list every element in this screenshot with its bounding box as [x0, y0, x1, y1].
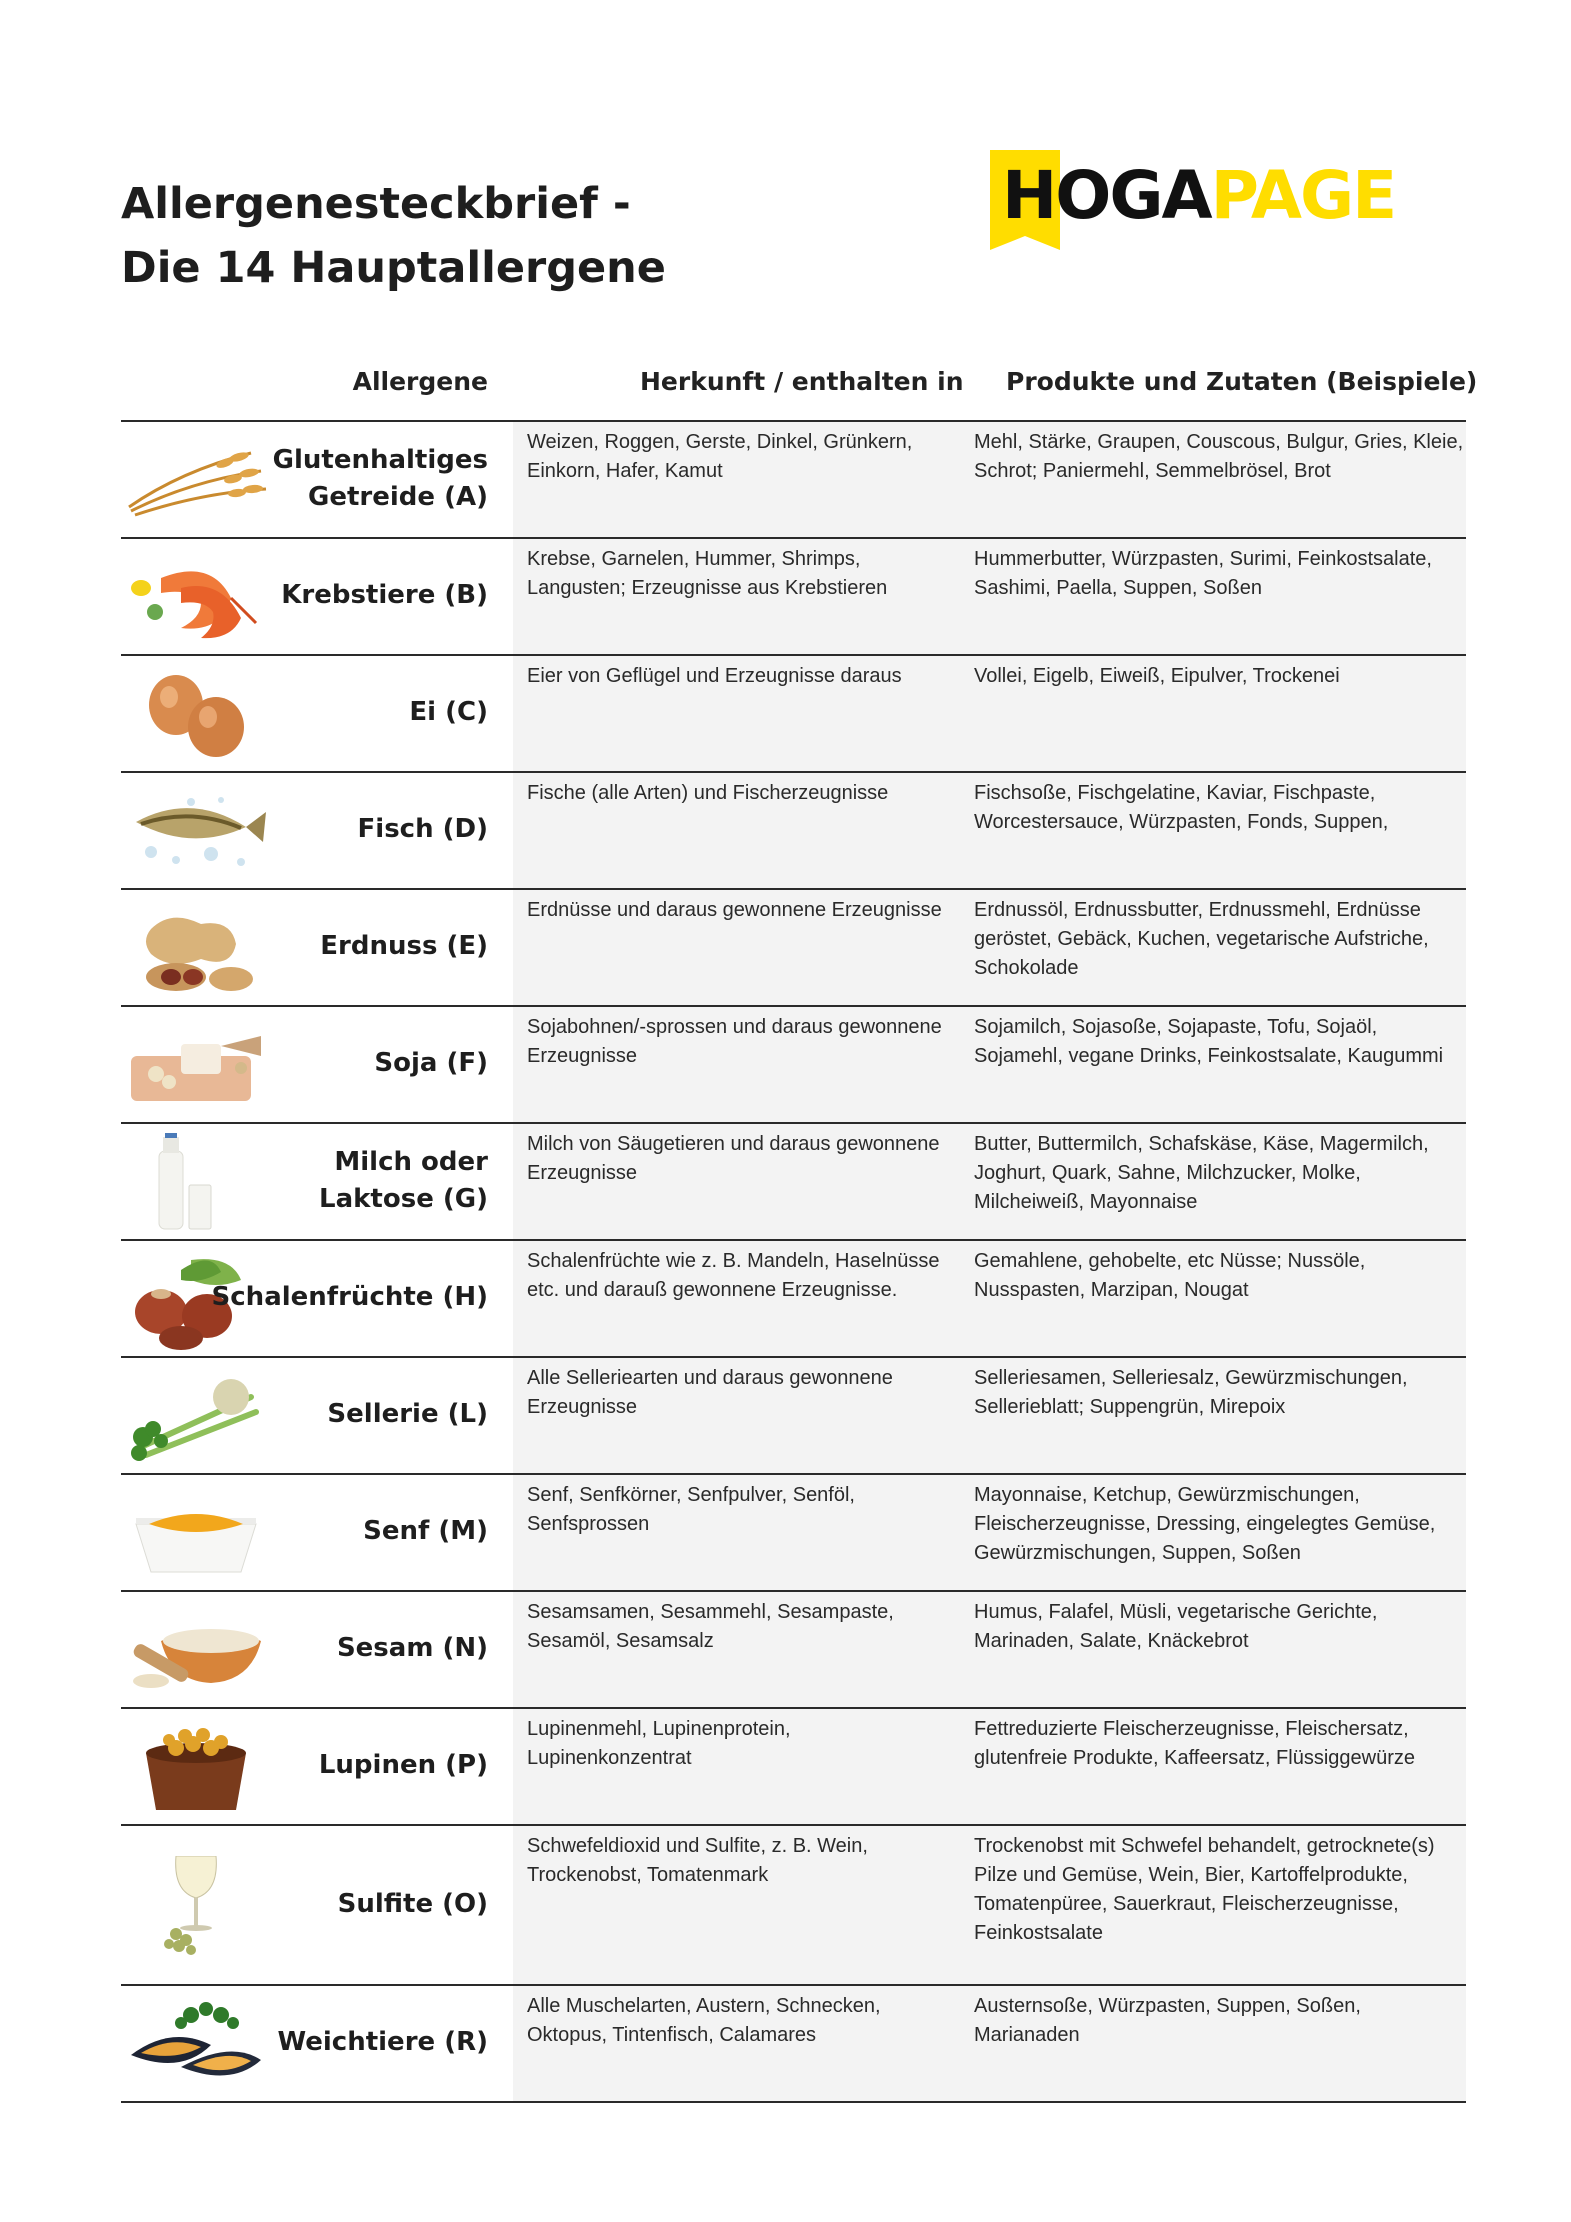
origin-cell: Fische (alle Arten) und Fischerzeugnisse	[527, 782, 889, 804]
allergen-name-line: Fisch (D)	[357, 814, 488, 844]
logo-wordmark	[1002, 156, 1395, 236]
allergen-name	[121, 771, 488, 888]
table-row	[121, 888, 1466, 1005]
products-cell: Mehl, Stärke, Graupen, Couscous, Bulgur, Gries, Kleie, Schrot; Paniermehl, Semmelbrösel, Brot	[974, 431, 1464, 482]
allergen-name-line: Sesam (N)	[336, 1633, 488, 1663]
allergen-name-line: Weichtiere (R)	[277, 2027, 488, 2057]
allergen-table	[121, 420, 1466, 2103]
logo-text-hoga: HOGA	[1002, 157, 1211, 234]
allergen-name	[121, 1590, 488, 1707]
origin-cell: Eier von Geflügel und Erzeugnisse daraus	[527, 665, 902, 687]
table-row	[121, 1356, 1466, 1473]
origin-cell: Milch von Säugetieren und daraus gewonnene Erzeugnisse	[527, 1133, 940, 1184]
products-cell: Fettreduzierte Fleischerzeugnisse, Fleischersatz, glutenfreie Produkte, Kaffeersatz, Flüssiggewürze	[974, 1718, 1415, 1769]
products-cell: Hummerbutter, Würzpasten, Surimi, Feinkostsalate, Sashimi, Paella, Suppen, Soßen	[974, 548, 1432, 599]
hogapage-logo	[990, 150, 1396, 250]
allergen-name-line: Soja (F)	[374, 1048, 488, 1078]
page-title-line-1: Allergenesteckbrief -	[121, 179, 631, 229]
table-row	[121, 1984, 1466, 2101]
allergen-name-line: Ei (C)	[409, 697, 488, 727]
origin-cell: Alle Selleriearten und daraus gewonnene Erzeugnisse	[527, 1367, 893, 1418]
logo-text-page: PAGE	[1210, 157, 1396, 234]
products-cell: Austernsoße, Würzpasten, Suppen, Soßen, Marianaden	[974, 1995, 1361, 2046]
table-row	[121, 537, 1466, 654]
products-cell: Erdnussöl, Erdnussbutter, Erdnussmehl, Erdnüsse geröstet, Gebäck, Kuchen, vegetarische Aufstriche, Schokolade	[974, 899, 1429, 979]
allergen-name	[121, 1239, 488, 1356]
column-header-origin: Herkunft / enthalten in	[640, 367, 964, 396]
origin-cell: Schalenfrüchte wie z. B. Mandeln, Haselnüsse etc. und darauß gewonnene Erzeugnisse.	[527, 1250, 940, 1301]
origin-cell: Sesamsamen, Sesammehl, Sesampaste, Sesamöl, Sesamsalz	[527, 1601, 894, 1652]
allergen-name-line: Sellerie (L)	[327, 1399, 488, 1429]
products-cell: Fischsoße, Fischgelatine, Kaviar, Fischpaste, Worcestersauce, Würzpasten, Fonds, Suppen,	[974, 782, 1389, 833]
allergen-name-line: Senf (M)	[363, 1516, 488, 1546]
allergen-name-line: Schalenfrüchte (H)	[211, 1282, 488, 1312]
table-row	[121, 1005, 1466, 1122]
table-row	[121, 1239, 1466, 1356]
table-row	[121, 1824, 1466, 1984]
allergen-name	[121, 1356, 488, 1473]
allergen-name-line: Sulfite (O)	[337, 1888, 488, 1919]
origin-cell: Sojabohnen/-sprossen und daraus gewonnene Erzeugnisse	[527, 1016, 942, 1067]
allergen-name	[121, 1473, 488, 1590]
table-row	[121, 1707, 1466, 1824]
origin-cell: Krebse, Garnelen, Hummer, Shrimps, Langusten; Erzeugnisse aus Krebstieren	[527, 548, 888, 599]
products-cell: Humus, Falafel, Müsli, vegetarische Gerichte, Marinaden, Salate, Knäckebrot	[974, 1601, 1378, 1652]
allergen-name	[121, 1984, 488, 2101]
origin-cell: Alle Muschelarten, Austern, Schnecken, Oktopus, Tintenfisch, Calamares	[527, 1995, 881, 2046]
products-cell: Gemahlene, gehobelte, etc Nüsse; Nussöle, Nusspasten, Marzipan, Nougat	[974, 1250, 1366, 1301]
allergen-name-line: Erdnuss (E)	[320, 931, 488, 961]
table-row	[121, 1590, 1466, 1707]
table-row	[121, 1122, 1466, 1239]
allergen-name	[121, 1122, 488, 1239]
origin-cell: Weizen, Roggen, Gerste, Dinkel, Grünkern, Einkorn, Hafer, Kamut	[527, 431, 913, 482]
allergen-name-line: Getreide (A)	[308, 481, 488, 512]
table-row	[121, 771, 1466, 888]
products-cell: Sojamilch, Sojasoße, Sojapaste, Tofu, Sojaöl, Sojamehl, vegane Drinks, Feinkostsalate, Kaugummi	[974, 1016, 1444, 1067]
products-cell: Trockenobst mit Schwefel behandelt, getrocknete(s) Pilze und Gemüse, Wein, Bier, Kartoffelprodukte, Tomatenpüree, Sauerkraut, Fleischerzeugnisse, Feinkostsalate	[974, 1835, 1435, 1944]
allergen-name-line: Lupinen (P)	[318, 1750, 488, 1780]
allergen-name-line: Glutenhaltiges	[272, 444, 488, 475]
table-row	[121, 1473, 1466, 1590]
products-cell: Butter, Buttermilch, Schafskäse, Käse, Magermilch, Joghurt, Quark, Sahne, Milchzucker, Molke, Milcheiweiß, Mayonnaise	[974, 1133, 1429, 1213]
allergen-name	[121, 1005, 488, 1122]
origin-cell: Erdnüsse und daraus gewonnene Erzeugnisse	[527, 899, 942, 921]
products-cell: Mayonnaise, Ketchup, Gewürzmischungen, Fleischerzeugnisse, Dressing, eingelegtes Gemüse, Gewürzmischungen, Suppen, Soßen	[974, 1484, 1436, 1564]
allergen-name	[121, 537, 488, 654]
origin-cell: Senf, Senfkörner, Senfpulver, Senföl, Senfsprossen	[527, 1484, 855, 1535]
allergen-name	[121, 888, 488, 1005]
origin-cell: Schwefeldioxid und Sulfite, z. B. Wein, Trockenobst, Tomatenmark	[527, 1835, 868, 1886]
allergen-name-line: Laktose (G)	[319, 1183, 488, 1214]
column-header-allergen: Allergene	[352, 367, 488, 396]
page-title-line-2: Die 14 Hauptallergene	[121, 243, 666, 293]
allergen-name	[121, 420, 488, 537]
table-row	[121, 654, 1466, 771]
page-title	[121, 172, 666, 300]
allergen-name-line: Krebstiere (B)	[281, 580, 488, 610]
table-bottom-rule	[121, 2101, 1466, 2103]
products-cell: Selleriesamen, Selleriesalz, Gewürzmischungen, Sellerieblatt; Suppengrün, Mirepoix	[974, 1367, 1408, 1418]
allergen-name	[121, 1824, 488, 1984]
column-header-products: Produkte und Zutaten (Beispiele)	[1006, 367, 1478, 396]
products-cell: Vollei, Eigelb, Eiweiß, Eipulver, Trockenei	[974, 665, 1340, 687]
table-row	[121, 420, 1466, 537]
allergen-name	[121, 654, 488, 771]
origin-cell: Lupinenmehl, Lupinenprotein, Lupinenkonzentrat	[527, 1718, 791, 1769]
allergen-name	[121, 1707, 488, 1824]
allergen-name-line: Milch oder	[334, 1146, 488, 1177]
